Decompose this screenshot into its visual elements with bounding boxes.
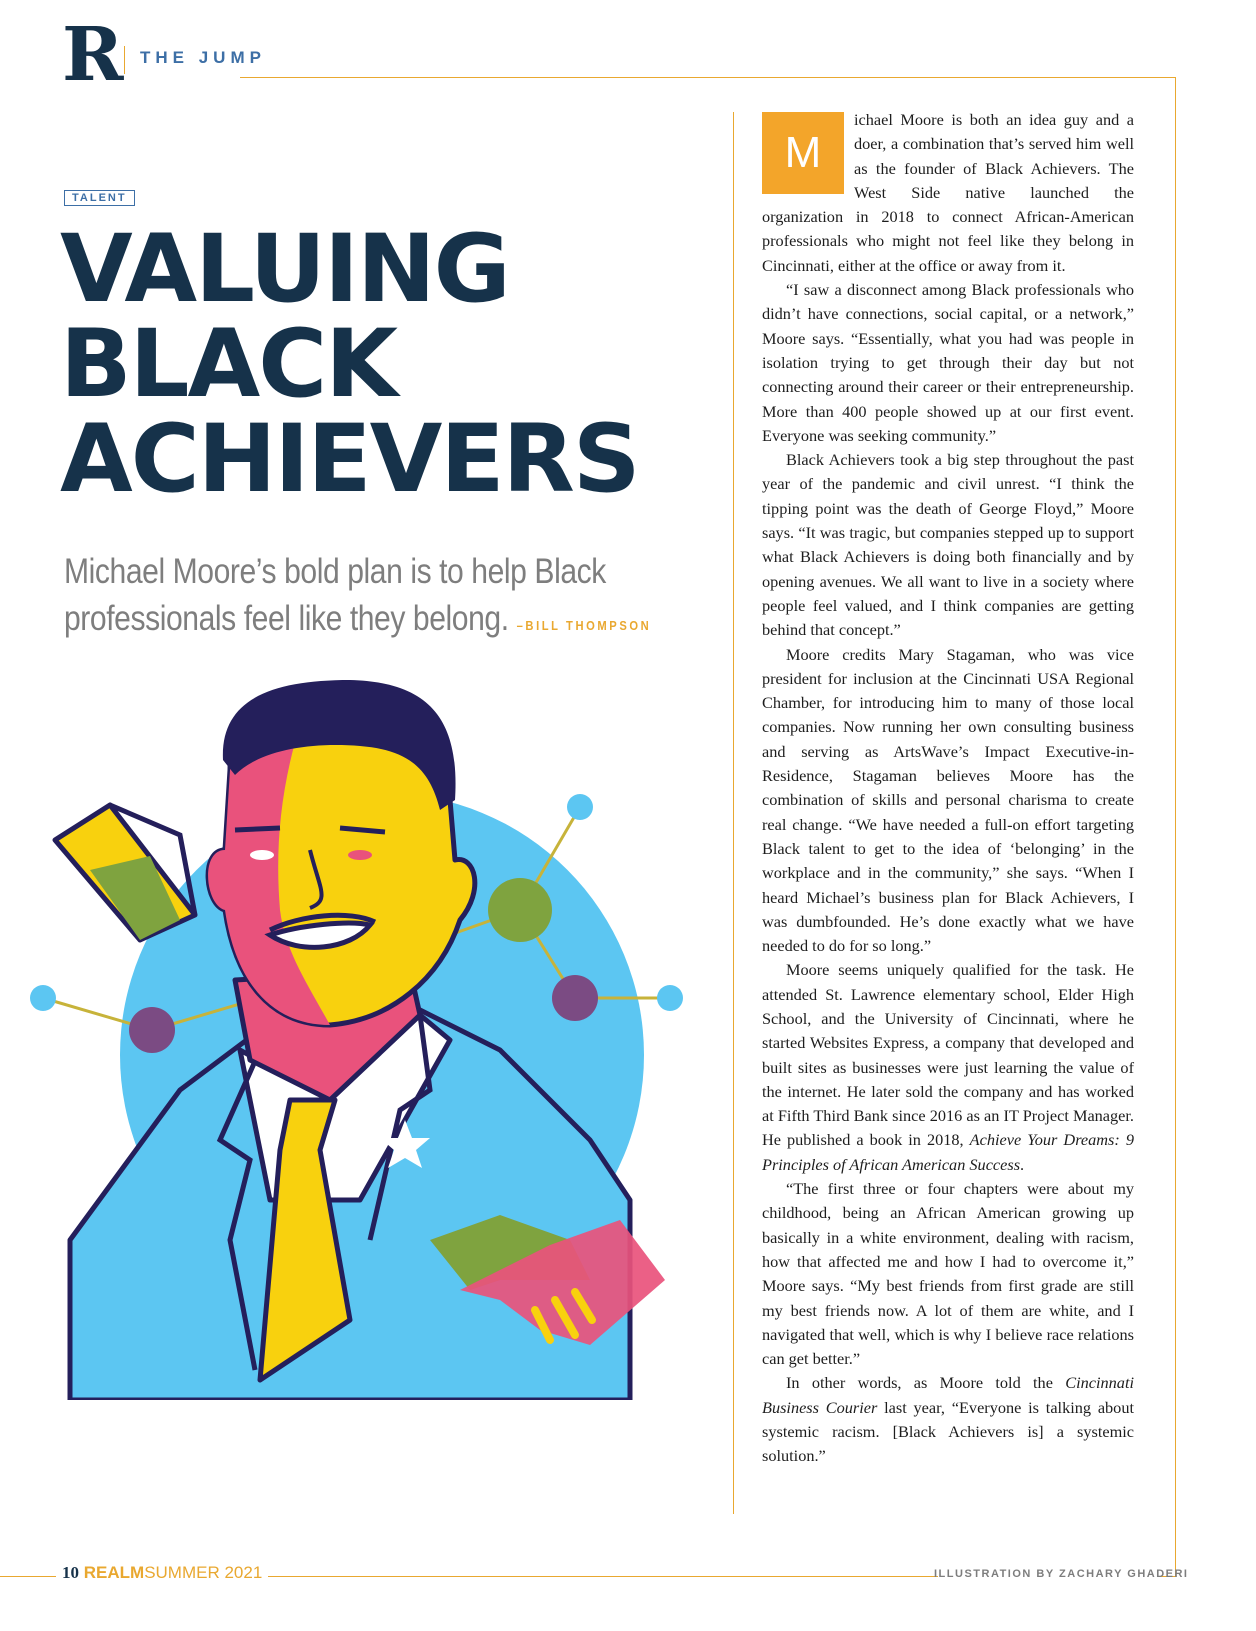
network-node: [567, 794, 593, 820]
frame-rule-bottom: [0, 1576, 56, 1577]
eye: [348, 850, 372, 860]
headline-line: ACHIEVERS: [60, 405, 639, 514]
article-paragraph: “The first three or four chapters were about my childhood, being an African American growing up basically in a white environment, dealing with racism, how that affected me and how I had to overcome it,” Moore says. “My best friends from first grade are still my best friends now. A lot of them are white, and I navigated that well, which is why I believe race relations can get better.”: [762, 1179, 1134, 1369]
magazine-name: REALM: [83, 1563, 145, 1582]
frame-rule-top: [240, 77, 1176, 78]
magazine-logo: R: [62, 12, 122, 98]
network-node: [129, 1007, 175, 1053]
illustration-credit: ILLUSTRATION BY ZACHARY GHADERI: [934, 1568, 1189, 1580]
frame-rule-bottom: [268, 1576, 938, 1577]
publication-name: Cincinnati Business Courier: [762, 1373, 1134, 1417]
drop-cap: M: [762, 112, 844, 194]
brow: [235, 828, 280, 830]
headline: [60, 215, 720, 514]
article-paragraph: Moore credits Mary Stagaman, who was vice president for inclusion at the Cincinnati USA Regional Chamber, for introducing him to many of those local companies. Now running her own consulting business and serving as ArtsWave’s Impact Executive-in-Residence, Stagaman believes Moore has the combination of skills and personal charisma to create real change. “We have needed a full-on effort targeting Black talent to get to the idea of ‘belonging’ in the workplace and in the community,” she says. “When I heard Michael’s business plan for Black Achievers, I was dumbfounded. He’s done exactly what we have needed to do for so long.”: [762, 644, 1134, 956]
book-icon: [55, 805, 195, 940]
network-node: [552, 975, 598, 1021]
article-paragraph: “I saw a disconnect among Black professionals who didn’t have connections, social capital, or a network,” Moore says. “Essentially, what you had was people in isolation trying to get through their day but not connecting around their career or their entrepreneurship. More than 400 people showed up at our first event. Everyone was seeking community.”: [762, 280, 1134, 445]
section-name: THE JUMP: [140, 48, 266, 67]
header-divider: [124, 46, 125, 74]
headline-line: VALUING: [60, 215, 509, 324]
frame-rule-right: [1175, 77, 1176, 1576]
folio: [62, 1563, 262, 1583]
portrait-illustration: [30, 680, 710, 1400]
article-paragraph: M ichael Moore is both an idea guy and a doer, a combination that’s served him well as the founder of Black Achievers. The West Side native launched the organization in 2018 to connect African-American professionals who might not feel like they belong in Cincinnati, either at the office or away from it.: [762, 110, 1134, 275]
byline: –BILL THOMPSON: [516, 618, 652, 633]
issue-date: SUMMER 2021: [144, 1563, 263, 1582]
headline-line: BLACK: [60, 310, 397, 419]
book-title: Achieve Your Dreams: 9 Principles of African American Success: [762, 1130, 1134, 1174]
network-node: [657, 985, 683, 1011]
column-divider: [733, 112, 734, 1514]
article-paragraph: In other words, as Moore told the Cincinnati Business Courier last year, “Everyone is talking about systemic racism. [Black Achievers is] a systemic solution.”: [762, 1373, 1134, 1466]
network-node: [30, 985, 56, 1011]
eye: [250, 850, 274, 860]
article-paragraph: Moore seems uniquely qualified for the task. He attended St. Lawrence elementary school, Elder High School, and the University of Cincinnati, where he started Websites Express, a company that developed and built sites as businesses were just learning the value of the internet. He later sold the company and has worked at Fifth Third Bank since 2016 as an IT Project Manager. He published a book in 2018, Achieve Your Dreams: 9 Principles of African American Success.: [762, 960, 1134, 1174]
deck: [64, 548, 700, 649]
page-number: 10: [62, 1563, 79, 1582]
category-tag: TALENT: [64, 190, 135, 206]
article-paragraph: Black Achievers took a big step throughout the past year of the pandemic and civil unrest. “I think the tipping point was the death of George Floyd,” Moore says. “It was tragic, but companies stepped up to support what Black Achievers is doing both financially and by opening avenues. We all want to live in a society where people feel valued, and I think companies are getting behind that concept.”: [762, 450, 1134, 640]
deck-text: Michael Moore’s bold plan is to help Black professionals feel like they belong.: [64, 552, 606, 638]
network-node: [488, 878, 552, 942]
article-body: [762, 108, 1134, 1469]
